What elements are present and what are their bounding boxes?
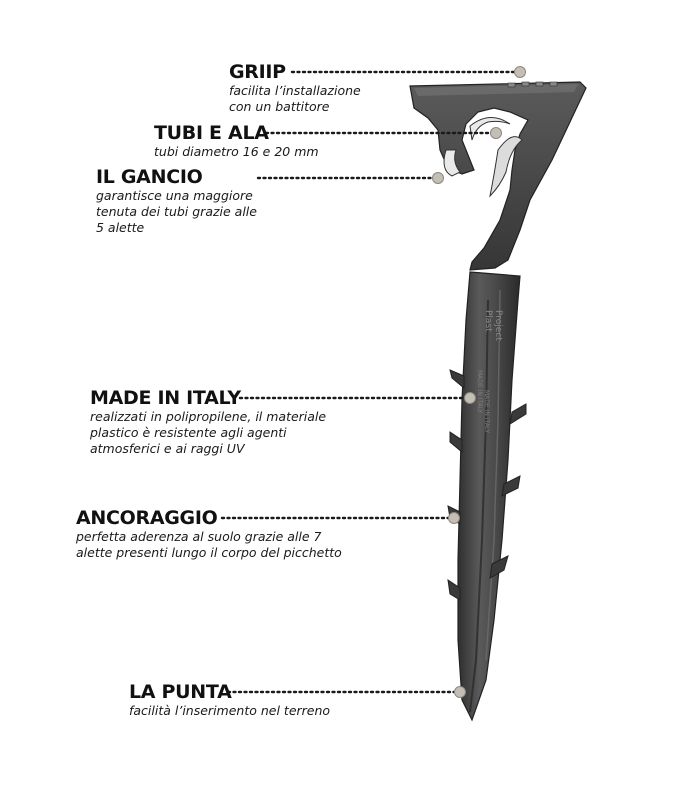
- stamp-text-2: MADE IN ITALY: [483, 390, 490, 434]
- brand-text-2: Project: [493, 310, 503, 341]
- callout-description: tubi diametro 16 e 20 mm: [154, 144, 319, 159]
- dot-punta: [455, 687, 466, 698]
- callout-description: realizzati in polipropilene, il materiale plastico è resistente agli agenti atmosferici e ai raggi UV: [90, 409, 327, 456]
- dot-ancoraggio: [449, 513, 460, 524]
- callout-description: facilità l’inserimento nel terreno: [129, 703, 331, 718]
- callout-la-punta: [129, 681, 330, 719]
- callout-title: MADE IN ITALY: [90, 387, 241, 409]
- dot-tubi: [491, 128, 502, 139]
- callout-il-gancio: [96, 166, 257, 236]
- callout-title: GRIIP: [229, 61, 286, 83]
- callout-description: garantisce una maggiore tenuta dei tubi grazie alle 5 alette: [96, 188, 257, 235]
- callout-made-in-italy: [90, 387, 326, 457]
- callout-title: IL GANCIO: [96, 166, 203, 188]
- callout-description: facilita l’installazione con un battitore: [229, 83, 361, 114]
- callout-ancoraggio: [76, 507, 342, 561]
- stamp-text-1: MADE IN ITALY: [476, 370, 483, 414]
- callout-griip: [229, 61, 361, 115]
- dot-griip: [515, 67, 526, 78]
- dot-gancio: [433, 173, 444, 184]
- callout-description: perfetta aderenza al suolo grazie alle 7 alette presenti lungo il corpo del picchetto: [76, 529, 342, 560]
- callout-title: LA PUNTA: [129, 681, 232, 703]
- hook-opening-1: [470, 117, 510, 140]
- stake-shaft: [458, 272, 520, 720]
- dot-italy: [465, 393, 476, 404]
- callout-title: ANCORAGGIO: [76, 507, 218, 529]
- callout-tubi-e-ala: [154, 122, 319, 160]
- brand-text-1: Plast: [483, 310, 493, 332]
- callout-title: TUBI E ALA: [154, 122, 269, 144]
